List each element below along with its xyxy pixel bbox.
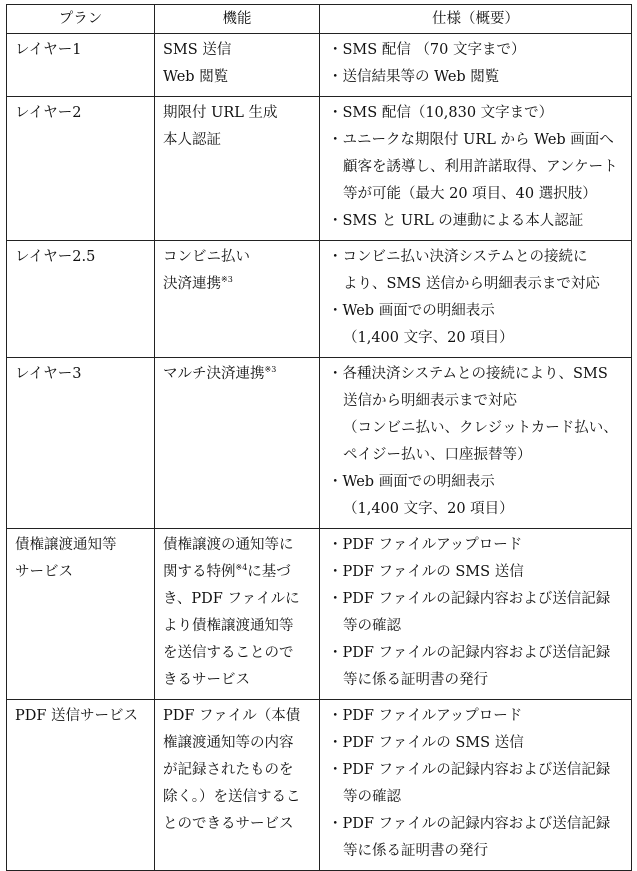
feature-line: 本人認証	[163, 132, 221, 148]
spec-line: ・各種決済システムとの接続により、SMS	[328, 366, 608, 382]
spec-line: ・PDF ファイルの SMS 送信	[328, 564, 524, 580]
spec-line: ・SMS 配信 （70 文字まで）	[328, 42, 526, 58]
plan-name: 債権譲渡通知等	[15, 537, 117, 553]
footnote-ref: ※3	[264, 365, 277, 374]
feature-line	[163, 559, 313, 586]
spec-line: 送信から明細表示まで対応	[343, 393, 517, 409]
header-plan: プラン	[7, 5, 155, 34]
spec-line: ・PDF ファイルの記録内容および送信記録	[328, 591, 611, 607]
feature-line: きるサービス	[163, 672, 250, 688]
spec-line: 等に係る証明書の発行	[343, 672, 488, 688]
feature-line: が記録されたものを	[163, 762, 294, 778]
feature-line: 期限付 URL 生成	[163, 105, 278, 121]
feature-line	[163, 271, 313, 298]
spec-line: ・Web 画面での明細表示	[328, 474, 495, 490]
spec-line: ・PDF ファイルの記録内容および送信記録	[328, 645, 611, 661]
feature-line: PDF ファイル（本債	[163, 708, 301, 724]
table-header-row	[7, 5, 632, 34]
feature-line: Web 閲覧	[163, 69, 229, 85]
spec-line: ・SMS と URL の連動による本人認証	[328, 213, 584, 229]
spec-cell	[320, 97, 632, 241]
plan-cell	[7, 529, 155, 700]
plan-cell	[7, 97, 155, 241]
spec-line: 顧客を誘導し、利用許諾取得、アンケート	[343, 159, 618, 175]
spec-line: ・Web 画面での明細表示	[328, 303, 495, 319]
table-row	[7, 529, 632, 700]
table-row	[7, 241, 632, 358]
spec-line: ・PDF ファイルの記録内容および送信記録	[328, 762, 611, 778]
feature-text: 関する特例	[163, 564, 236, 580]
feature-line: 債権譲渡の通知等に	[163, 537, 294, 553]
spec-cell	[320, 241, 632, 358]
header-spec: 仕様（概要）	[320, 5, 632, 34]
plan-name: PDF 送信サービス	[15, 708, 139, 724]
feature-cell	[155, 358, 320, 529]
spec-cell	[320, 358, 632, 529]
header-feature: 機能	[155, 5, 320, 34]
footnote-ref: ※3	[221, 275, 233, 284]
table-row	[7, 34, 632, 97]
plan-name: サービス	[15, 564, 73, 580]
feature-line: 除く。）を送信するこ	[163, 789, 301, 805]
feature-line: コンビニ払い	[163, 249, 250, 265]
spec-cell	[320, 529, 632, 700]
spec-line: ・PDF ファイルの記録内容および送信記録	[328, 816, 611, 832]
table-row	[7, 97, 632, 241]
spec-line: より、SMS 送信から明細表示まで対応	[343, 276, 600, 292]
plan-name: レイヤー3	[15, 366, 82, 382]
spec-line: ・コンビニ払い決済システムとの接続に	[328, 249, 588, 265]
spec-line: （1,400 文字、20 項目）	[343, 501, 514, 517]
table-row	[7, 358, 632, 529]
spec-cell	[320, 700, 632, 871]
spec-line: 等に係る証明書の発行	[343, 843, 488, 859]
spec-cell	[320, 34, 632, 97]
spec-line: 等の確認	[343, 789, 401, 805]
plan-name: レイヤー2.5	[15, 249, 96, 265]
plan-name: レイヤー2	[15, 105, 82, 121]
feature-cell	[155, 529, 320, 700]
feature-line: 権譲渡通知等の内容	[163, 735, 294, 751]
plan-cell	[7, 358, 155, 529]
feature-line: より債権譲渡通知等	[163, 618, 294, 634]
feature-cell	[155, 97, 320, 241]
spec-line: ペイジー払い、口座振替等）	[343, 447, 532, 463]
feature-line: き、PDF ファイルに	[163, 591, 300, 607]
spec-line: （コンビニ払い、クレジットカード払い、	[343, 420, 618, 436]
feature-line: SMS 送信	[163, 42, 232, 58]
spec-line: ・送信結果等の Web 閲覧	[328, 69, 500, 85]
plan-spec-table	[6, 4, 632, 871]
feature-line: を送信することので	[163, 645, 294, 661]
spec-line: ・PDF ファイルアップロード	[328, 708, 523, 724]
table-row	[7, 700, 632, 871]
plan-cell	[7, 700, 155, 871]
spec-line: 等が可能（最大 20 項目、40 選択肢）	[343, 186, 597, 202]
feature-line	[163, 361, 313, 388]
feature-text: マルチ決済連携	[163, 366, 265, 382]
feature-line: とのできるサービス	[163, 816, 294, 832]
feature-cell	[155, 700, 320, 871]
spec-line: ・SMS 配信（10,830 文字まで）	[328, 105, 554, 121]
plan-cell	[7, 34, 155, 97]
feature-cell	[155, 34, 320, 97]
feature-text: に基づ	[247, 564, 291, 580]
spec-line: 等の確認	[343, 618, 401, 634]
spec-line: ・PDF ファイルの SMS 送信	[328, 735, 524, 751]
spec-line: ・ユニークな期限付 URL から Web 画面へ	[328, 132, 614, 148]
spec-line: ・PDF ファイルアップロード	[328, 537, 523, 553]
plan-cell	[7, 241, 155, 358]
feature-cell	[155, 241, 320, 358]
footnote-ref: ※4	[235, 563, 248, 572]
spec-line: （1,400 文字、20 項目）	[343, 330, 514, 346]
feature-text: 決済連携	[163, 276, 221, 292]
plan-name: レイヤー1	[15, 42, 82, 58]
